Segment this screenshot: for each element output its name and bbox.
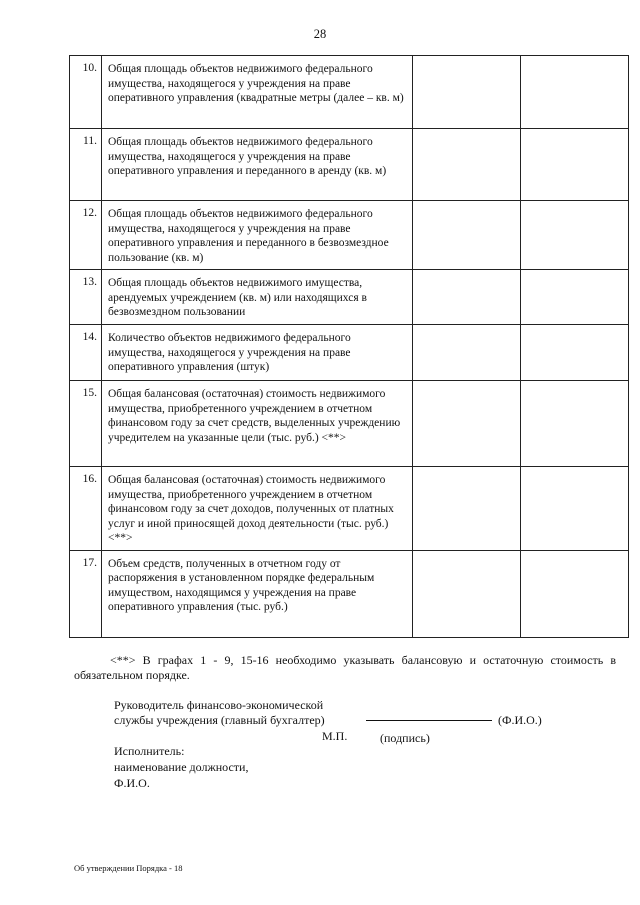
table-row [70,129,629,201]
signature-fio-label: (Ф.И.О.) [498,713,542,727]
value-cell [413,550,521,637]
value-cell [521,129,629,201]
value-cell [413,129,521,201]
table-row [70,381,629,467]
signature-head-line2: службы учреждения (главный бухгалтер) [114,713,325,727]
value-cell [413,467,521,551]
table-row [70,467,629,551]
row-description: Общая площадь объектов недвижимого федерального имущества, находящегося у учреждения на праве оперативного управления и переданного в безвозмездное пользование (кв. м) [102,201,413,270]
row-number: 14. [70,325,102,381]
signature-caption: (подпись) [380,731,430,745]
value-cell [413,270,521,325]
table-row [70,550,629,637]
row-number: 12. [70,201,102,270]
signature-head-line1: Руководитель финансово-экономической [114,698,324,712]
row-description: Количество объектов недвижимого федерального имущества, находящегося у учреждения на праве оперативного управления (штук) [102,325,413,381]
value-cell [521,325,629,381]
value-cell [521,56,629,129]
row-description: Общая балансовая (остаточная) стоимость недвижимого имущества, приобретенного учреждением в отчетном финансовом году за счет доходов, полученных от платных услуг и иной приносящей доход деятельности (тыс. руб.) <**> [102,467,413,551]
row-description: Общая площадь объектов недвижимого имущества, арендуемых учреждением (кв. м) или находящихся в безвозмездном пользовании [102,270,413,325]
value-cell [521,381,629,467]
row-number: 10. [70,56,102,129]
value-cell [413,201,521,270]
stamp-label: М.П. [322,729,348,743]
value-cell [413,56,521,129]
executor-position: наименование должности, [114,760,249,774]
document-footer: Об утверждении Порядка - 18 [74,863,183,873]
row-description: Объем средств, полученных в отчетном году от распоряжения в установленном порядке федеральным имуществом, находящимся у учреждения на праве оперативного управления (тыс. руб.) [102,550,413,637]
footnote-text: <**> В графах 1 - 9, 15-16 необходимо указывать балансовую и остаточную стоимость в обязательном порядке. [74,653,616,682]
value-cell [413,325,521,381]
value-cell [521,550,629,637]
executor-label: Исполнитель: [114,744,185,758]
table-row [70,325,629,381]
value-cell [521,201,629,270]
table-row [70,270,629,325]
row-number: 15. [70,381,102,467]
value-cell [521,270,629,325]
row-number: 16. [70,467,102,551]
executor-fio: Ф.И.О. [114,776,150,790]
row-number: 11. [70,129,102,201]
value-cell [521,467,629,551]
table-row [70,56,629,129]
row-number: 13. [70,270,102,325]
row-description: Общая площадь объектов недвижимого федерального имущества, находящегося у учреждения на праве оперативного управления и переданного в аренду (кв. м) [102,129,413,201]
report-table [69,55,629,638]
row-description: Общая площадь объектов недвижимого федерального имущества, находящегося у учреждения на праве оперативного управления (квадратные метры (далее – кв. м) [102,56,413,129]
row-description: Общая балансовая (остаточная) стоимость недвижимого имущества, приобретенного учреждением в отчетном финансовом году за счет средств, выделенных учреждению учредителем на указанные цели (тыс. руб.) <**> [102,381,413,467]
value-cell [413,381,521,467]
footnote [74,653,616,683]
row-number: 17. [70,550,102,637]
page-number: 28 [313,27,327,41]
signature-line [366,720,492,721]
table-row [70,201,629,270]
